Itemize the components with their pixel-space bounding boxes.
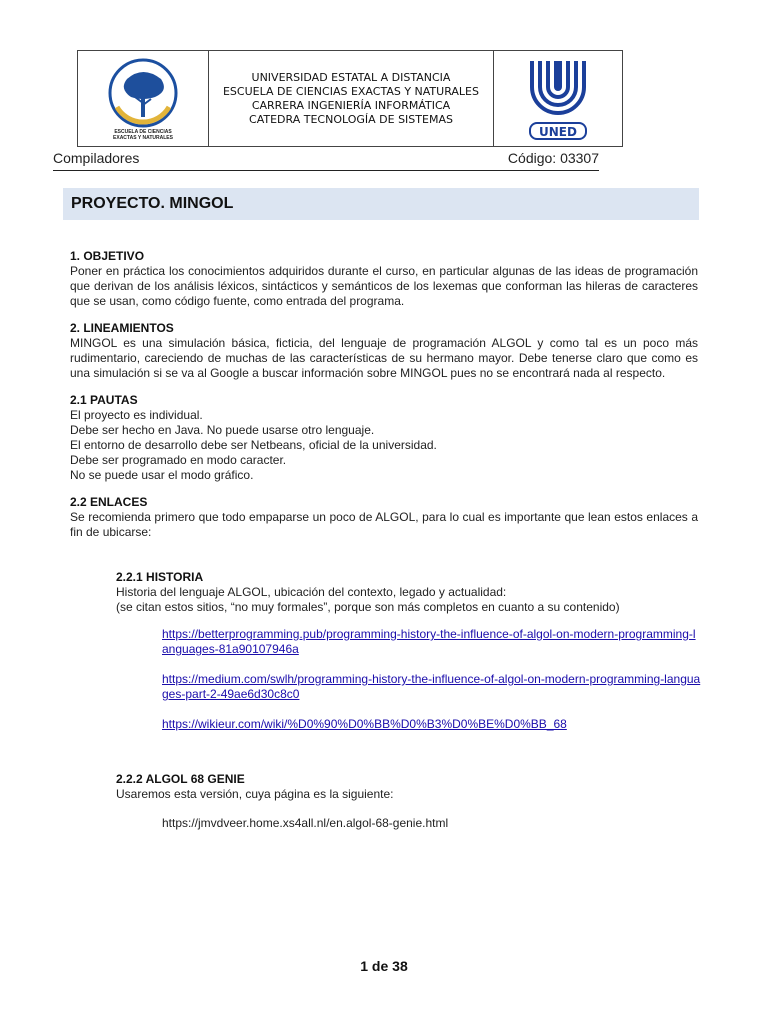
genie-text: Usaremos esta versión, cuya página es la siguiente: — [116, 787, 394, 801]
link-medium[interactable]: https://medium.com/swlh/programming-history-the-influence-of-algol-on-modern-programming-languages-part-2-49ae6d30c8c0 — [162, 672, 701, 701]
institution-line-1: UNIVERSIDAD ESTATAL A DISTANCIA — [251, 70, 451, 84]
genie-section — [116, 772, 698, 802]
pauta-item: El entorno de desarrollo debe ser Netbeans, oficial de la universidad. — [70, 438, 437, 452]
objetivo-heading: 1. OBJETIVO — [70, 249, 145, 263]
historia-section — [116, 570, 698, 615]
enlaces-text: Se recomienda primero que todo empaparse un poco de ALGOL, para lo cual es importante que lean estos enlaces a fin de ubicarse: — [70, 510, 698, 539]
genie-url: https://jmvdveer.home.xs4all.nl/en.algol-68-genie.html — [162, 816, 449, 830]
historia-heading: 2.2.1 HISTORIA — [116, 570, 204, 584]
lineamientos-text: MINGOL es una simulación básica, ficticia, del lenguaje de programación ALGOL y como tal es un poco más rudimentario, careciendo de muchas de las características de su hermano mayor. Debe tenerse claro que como es una simulación si se va al Google a buscar información sobre MINGOL pues no se encontrará nada al respecto. — [70, 336, 698, 380]
course-line — [53, 150, 599, 171]
historia-line: Historia del lenguaje ALGOL, ubicación del contexto, legado y actualidad: — [116, 585, 507, 599]
course-code: Código: 03307 — [507, 150, 599, 166]
pauta-item: El proyecto es individual. — [70, 408, 203, 422]
escuela-logo-caption: ESCUELA DE CIENCIAS EXACTAS Y NATURALES — [113, 128, 173, 141]
genie-heading: 2.2.2 ALGOL 68 GENIE — [116, 772, 245, 786]
uned-logo-icon — [526, 57, 590, 141]
pautas-section — [70, 393, 698, 483]
document-body — [70, 249, 701, 831]
pauta-item: Debe ser hecho en Java. No puede usarse otro lenguaje. — [70, 423, 375, 437]
lineamientos-heading: 2. LINEAMIENTOS — [70, 321, 174, 335]
link-wikieur[interactable]: https://wikieur.com/wiki/%D0%90%D0%BB%D0%B3%D0%BE%D0%BB_68 — [162, 717, 567, 731]
enlaces-section — [70, 495, 698, 540]
enlaces-heading: 2.2 ENLACES — [70, 495, 148, 509]
escuela-logo — [78, 51, 209, 146]
course-name: Compiladores — [53, 150, 140, 166]
link-betterprogramming[interactable]: https://betterprogramming.pub/programming-history-the-influence-of-algol-on-modern-programming-languages-81a90107946a — [162, 627, 696, 656]
pauta-item: No se puede usar el modo gráfico. — [70, 468, 254, 482]
tree-logo-icon — [107, 57, 179, 131]
header-table — [77, 50, 623, 147]
pauta-item: Debe ser programado en modo caracter. — [70, 453, 287, 467]
pautas-heading: 2.1 PAUTAS — [70, 393, 138, 407]
page-number: 1 de 38 — [360, 958, 408, 974]
objetivo-text: Poner en práctica los conocimientos adquiridos durante el curso, en particular algunas de las ideas de programación que derivan de los análisis léxicos, sintácticos y semánticos de los lexemas que conforman las hileras de caracteres que se usan, como código fuente, como entrada del programa. — [70, 264, 698, 308]
institution-line-4: CATEDRA TECNOLOGÍA DE SISTEMAS — [249, 112, 453, 126]
historia-line: (se citan estos sitios, “no muy formales”, porque son más completos en cuanto a su contenido) — [116, 600, 620, 614]
objetivo-section — [70, 249, 698, 309]
lineamientos-section — [70, 321, 698, 381]
institution-line-3: CARRERA INGENIERÍA INFORMÁTICA — [251, 98, 451, 112]
page-title: PROYECTO. MINGOL — [63, 188, 699, 220]
historia-links — [162, 627, 702, 732]
uned-logo — [494, 51, 622, 146]
institution-line-2: ESCUELA DE CIENCIAS EXACTAS Y NATURALES — [222, 84, 479, 98]
uned-logo-text: UNED — [539, 124, 577, 139]
institution-block — [209, 51, 494, 146]
